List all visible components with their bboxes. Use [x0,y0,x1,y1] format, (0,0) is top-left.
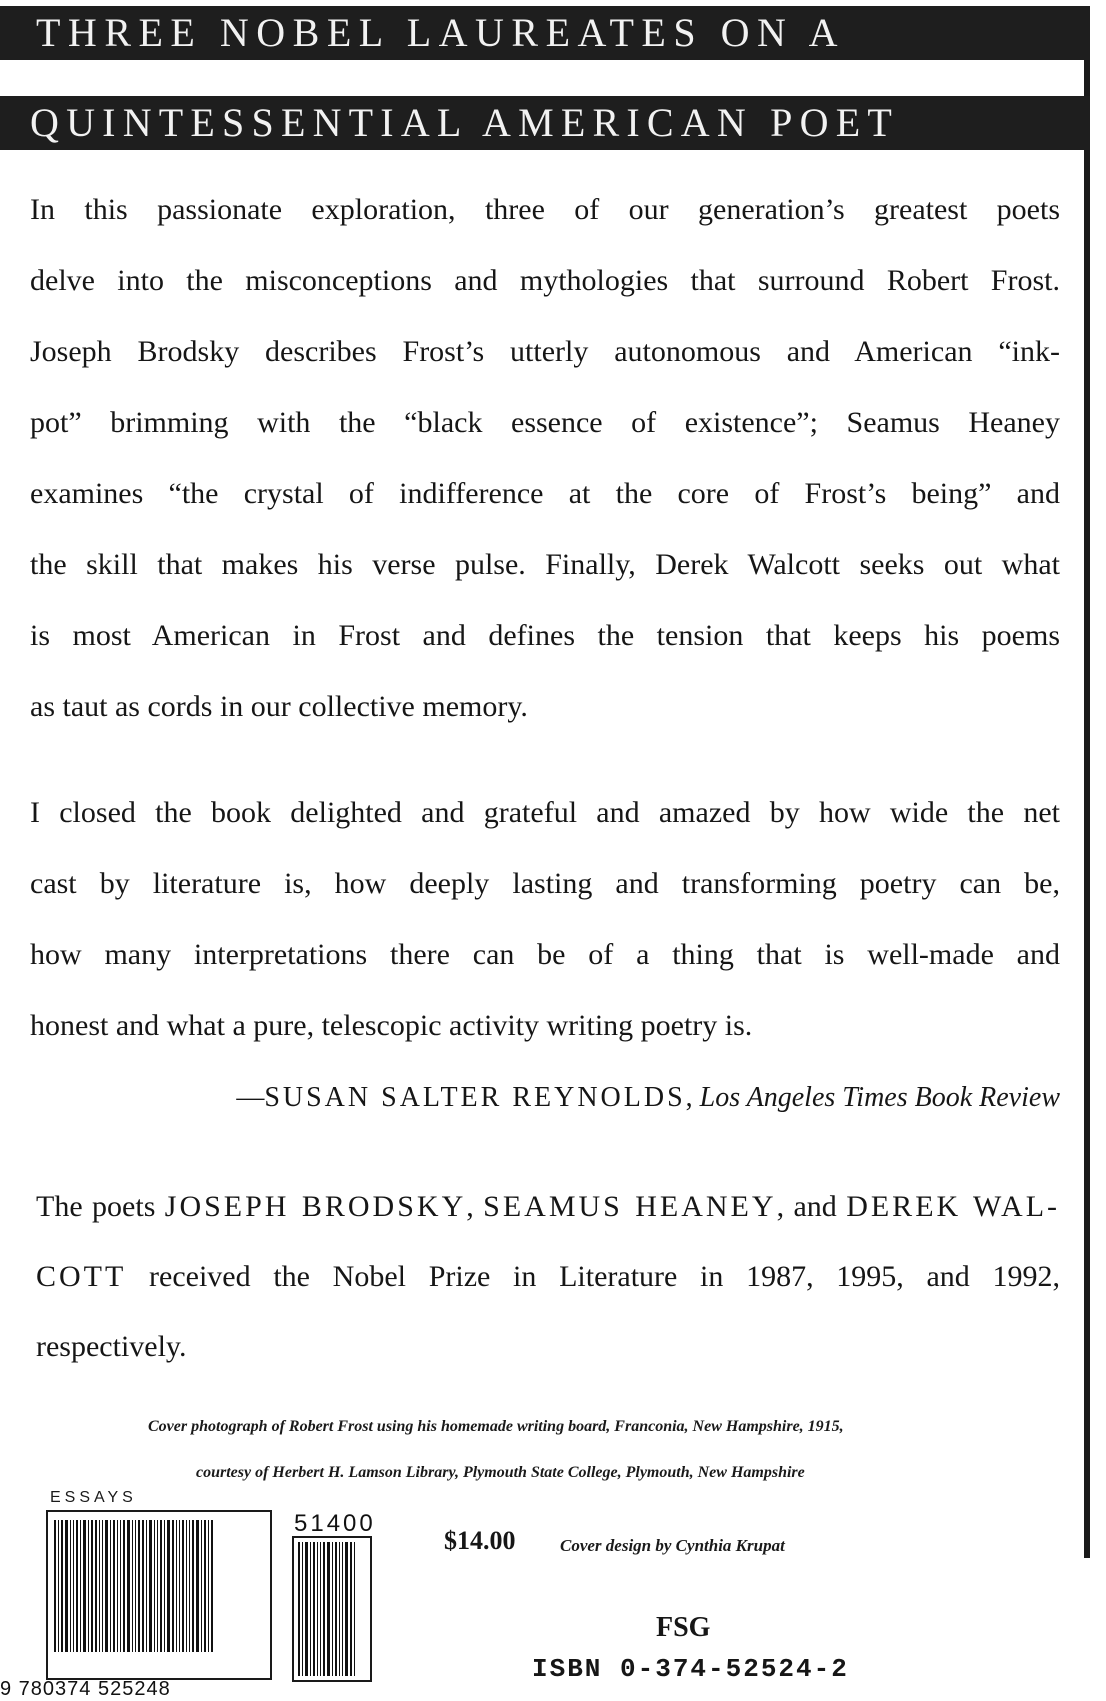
barcode-bar [91,1520,93,1652]
barcode-bar [320,1542,321,1676]
price: $14.00 [444,1526,516,1555]
barcode-bar [317,1542,318,1676]
barcode-bar [138,1520,140,1652]
barcode-bar [208,1520,209,1652]
description-line: Joseph Brodsky describes Frost’s utterly autonomous and American “ink- [30,335,1060,368]
barcode-bar [76,1520,78,1652]
review-quote [30,777,1060,1061]
barcode-bar [58,1520,59,1652]
barcode-bar [135,1520,136,1652]
description-line: In this passionate exploration, three of our generation’s greatest poets [30,193,1060,226]
barcode-bar [298,1542,300,1676]
barcode-bar [186,1520,187,1652]
publication-name: Los Angeles Times Book Review [699,1082,1060,1113]
barcode-bar [127,1520,130,1652]
description-line: the skill that makes his verse pulse. Finally, Derek Walcott seeks out what [30,548,1060,581]
photo-credit-line-1: Cover photograph of Robert Frost using his homemade writing board, Franconia, New Hampshire, 1915, [148,1418,844,1435]
bio-line-3: respectively. [36,1330,187,1363]
review-line: how many interpretations there can be of a thing that is well-made and [30,938,1060,971]
barcode-bar [302,1542,303,1676]
isbn-barcode [46,1510,272,1680]
review-line: I closed the book delighted and grateful and amazed by how wide the net [30,796,1060,829]
barcode-bar [70,1520,71,1652]
addon-barcode-bars [298,1542,368,1676]
barcode-bar [179,1520,180,1652]
barcode-bar [345,1542,348,1676]
description-line: is most American in Frost and defines the tension that keeps his poems [30,619,1060,652]
review-attribution [236,1082,1060,1114]
author-name: COTT [36,1260,127,1293]
author-name: JOSEPH BRODSKY [164,1190,467,1223]
barcode-bar [172,1520,174,1652]
description-line: delve into the misconceptions and mythologies that surround Robert Frost. [30,264,1060,297]
barcode-bar [80,1520,81,1652]
barcode-bar [83,1520,86,1652]
price-addon-barcode [292,1536,372,1682]
description-line: as taut as cords in our collective memory. [30,690,528,723]
barcode-bar [117,1520,118,1652]
barcode-bar [167,1520,170,1652]
barcode-number: 9 780374 525248 [0,1678,171,1700]
bio-line-1 [36,1172,1060,1242]
barcode-bar [157,1520,158,1652]
barcode-bar [113,1520,115,1652]
description-line: examines “the crystal of indifference at the core of Frost’s being” and [30,477,1060,510]
bio-text: The poets [36,1190,165,1223]
barcode-bar [350,1542,352,1676]
barcode-bar [332,1542,333,1676]
barcode-bar [142,1520,144,1652]
barcode-bar [196,1520,199,1652]
barcode-bar [182,1520,184,1652]
attribution-dash: — [236,1082,265,1113]
barcode-bar [176,1520,177,1652]
publisher-logo-text: FSG [656,1612,711,1643]
barcode-bar [160,1520,162,1652]
barcode-bar [211,1520,213,1652]
cover-design-credit: Cover design by Cynthia Krupat [560,1536,785,1555]
right-border-rule [1084,58,1090,1558]
barcode-bar [204,1520,206,1652]
description-paragraph [30,174,1060,742]
bio-text: , and [776,1190,847,1223]
barcode-bar [123,1520,125,1652]
isbn-number: ISBN 0-374-52524-2 [532,1654,849,1684]
author-bio [36,1172,1060,1382]
barcode-bar [342,1542,343,1676]
barcode-bar [323,1542,325,1676]
barcode-bar [132,1520,133,1652]
barcode-bar [305,1542,308,1676]
barcode-bar [313,1542,315,1676]
barcode-bar [61,1520,63,1652]
barcode-bar [99,1520,100,1652]
attribution-comma: , [685,1082,700,1113]
barcode-bar [164,1520,165,1652]
bio-line-2 [36,1242,1060,1312]
author-name: DEREK WAL- [846,1190,1061,1223]
review-line: cast by literature is, how deeply lasting and transforming poetry can be, [30,867,1060,900]
photo-credit-line-2: courtesy of Herbert H. Lamson Library, Plymouth State College, Plymouth, New Hampshire [196,1464,805,1481]
barcode-bar [335,1542,337,1676]
barcode-bar [102,1520,103,1652]
review-line: honest and what a pure, telescopic activity writing poetry is. [30,1009,753,1042]
barcode-bars [54,1520,266,1652]
barcode-bar [146,1520,147,1652]
barcode-bar [354,1542,355,1676]
barcode-bar [327,1542,330,1676]
barcode-bar [310,1542,311,1676]
barcode-bar [201,1520,202,1652]
barcode-bar [149,1520,152,1652]
barcode-bar [105,1520,108,1652]
barcode-bar [192,1520,194,1652]
description-line: pot” brimming with the “black essence of existence”; Seamus Heaney [30,406,1060,439]
barcode-bar [88,1520,89,1652]
headline-banner-1: THREE NOBEL LAUREATES ON A [0,6,1090,60]
barcode-bar [110,1520,111,1652]
bio-text: received the Nobel Prize in Literature in 1987, 1995, and 1992, [126,1260,1060,1293]
barcode-bar [54,1520,56,1652]
barcode-bar [339,1542,340,1676]
headline-banner-2: QUINTESSENTIAL AMERICAN POET [0,96,1090,150]
barcode-bar [65,1520,68,1652]
barcode-bar [95,1520,97,1652]
author-name: SEAMUS HEANEY [483,1190,777,1223]
reviewer-name: SUSAN SALTER REYNOLDS [264,1082,686,1113]
barcode-bar [154,1520,155,1652]
bio-text: , [466,1190,484,1223]
barcode-bar [73,1520,74,1652]
barcode-bar [120,1520,121,1652]
price-addon-number: 51400 [294,1510,376,1537]
category-label: ESSAYS [50,1489,137,1506]
barcode-bar [189,1520,190,1652]
